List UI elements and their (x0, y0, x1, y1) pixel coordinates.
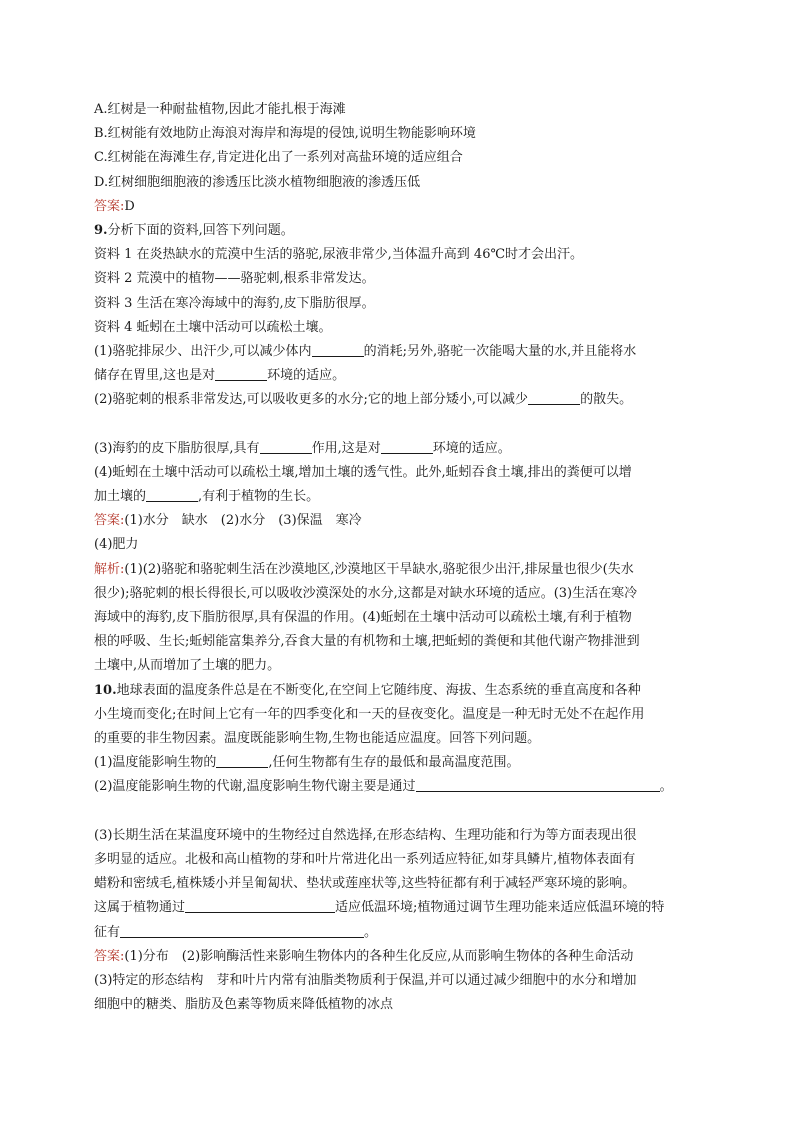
question-9-part-4: (4)蚯蚓在土壤中活动可以疏松土壤,增加土壤的透气性。此外,蚯蚓吞食土壤,排出的粪便可以增 (94, 464, 632, 480)
option-d: D.红树细胞细胞液的渗透压比淡水植物细胞液的渗透压低 (94, 174, 421, 190)
answer-label: 答案: (94, 513, 125, 529)
question-10-part-3-line-2: 多明显的适应。北极和高山植物的芽和叶片常进化出一系列适应特征,如芽具鳞片,植物体表面有 (94, 851, 636, 867)
question-9-part-2: (2)骆驼刺的根系非常发达,可以吸收更多的水分;它的地上部分矮小,可以减少 的散失。 (94, 392, 633, 408)
answer-10-line-3: 细胞中的糖类、脂肪及色素等物质来降低植物的冰点 (94, 997, 394, 1013)
answer-blank[interactable] (216, 753, 268, 768)
answer-label: 答案: (94, 948, 125, 964)
question-10-part-2: (2)温度能影响生物的代谢,温度影响生物代谢主要是通过 。 (94, 779, 673, 795)
answer-10: 答案:(1)分布 (2)影响酶活性来影响生物体内的各种生化反应,从而影响生物体的各种生命活动 (94, 948, 634, 964)
explanation-9-line-3: 海域中的海豹,皮下脂肪很厚,具有保温的作用。(4)蚯蚓在土壤中活动可以疏松土壤,有利于植物 (94, 610, 632, 626)
answer-blank[interactable] (416, 777, 660, 792)
question-number: 10. (94, 682, 117, 698)
explanation-9-line-5: 土壤中,从而增加了土壤的肥力。 (94, 658, 281, 674)
spacer (94, 413, 714, 437)
answer-value: D (124, 198, 135, 214)
question-9-part-1: (1)骆驼排尿少、出汗少,可以减少体内 的消耗;另外,骆驼一次能喝大量的水,并且能将水 (94, 344, 637, 360)
answer-blank[interactable] (215, 366, 267, 381)
question-9-stem: 9.分析下面的资料,回答下列问题。 (94, 223, 294, 239)
answer-blank[interactable] (528, 390, 580, 405)
explanation-9-line-4: 根的呼吸、生长;蚯蚓能富集养分,吞食大量的有机物和土壤,把蚯蚓的粪便和其他代谢产物排泄到 (94, 634, 640, 650)
answer-8 (94, 195, 714, 219)
question-9-part-3: (3)海豹的皮下脂肪很厚,具有 作用,这是对 环境的适应。 (94, 440, 511, 456)
answer-label: 答案: (94, 198, 125, 214)
question-number: 9. (94, 223, 108, 239)
question-9-part-1-cont: 储存在胃里,这也是对 环境的适应。 (94, 368, 346, 384)
answer-10-line-2: (3)特定的形态结构 芽和叶片内常有油脂类物质利于保温,并可以通过减少细胞中的水分和增加 (94, 972, 637, 988)
option-a: A.红树是一种耐盐植物,因此才能扎根于海滩 (94, 102, 346, 117)
option-c: C.红树能在海滩生存,肯定进化出了一系列对高盐环境的适应组合 (94, 150, 463, 166)
question-10-part-3: (3)长期生活在某温度环境中的生物经过自然选择,在形态结构、生理功能和行为等方面表现出很 (94, 827, 637, 843)
explanation-label: 解析: (94, 561, 125, 577)
answer-blank[interactable] (260, 439, 312, 454)
answer-blank[interactable] (120, 923, 364, 938)
question-10-part-1: (1)温度能影响生物的 ,任何生物都有生存的最低和最高温度范围。 (94, 755, 520, 771)
spacer (94, 800, 714, 824)
document-page (94, 98, 714, 1017)
material-2: 资料 2 荒漠中的植物——骆驼刺,根系非常发达。 (94, 271, 375, 287)
question-10-part-3-line-4: 这属于植物通过 适应低温环境;植物通过调节生理功能来适应低温环境的特 (94, 900, 665, 916)
answer-blank[interactable] (381, 439, 433, 454)
explanation-9: 解析:(1)(2)骆驼和骆驼刺生活在沙漠地区,沙漠地区干旱缺水,骆驼很少出汗,排尿量也很少(失水 (94, 561, 634, 577)
material-4: 资料 4 蚯蚓在土壤中活动可以疏松土壤。 (94, 319, 332, 335)
material-1: 资料 1 在炎热缺水的荒漠中生活的骆驼,尿液非常少,当体温升高到 46℃时才会出汗。 (94, 247, 584, 263)
answer-blank[interactable] (185, 898, 335, 913)
question-10-stem-line-2: 小生境而变化;在时间上它有一年的四季变化和一天的昼夜变化。温度是一种无时无处不在起作用 (94, 706, 645, 722)
answer-blank[interactable] (146, 487, 198, 502)
option-b: B.红树能有效地防止海浪对海岸和海堤的侵蚀,说明生物能影响环境 (94, 126, 476, 142)
question-10-part-3-line-5: 征有 。 (94, 924, 378, 940)
material-3: 资料 3 生活在寒冷海域中的海豹,皮下脂肪很厚。 (94, 295, 375, 311)
answer-9-cont: (4)肥力 (94, 537, 139, 553)
explanation-9-line-2: 很少);骆驼刺的根长得很长,可以吸收沙漠深处的水分,这都是对缺水环境的适应。(3)生活在寒冷 (94, 585, 638, 601)
answer-blank[interactable] (312, 342, 364, 357)
question-10-part-3-line-3: 蜡粉和密绒毛,植株矮小并呈匍匐状、垫状或莲座状等,这些特征都有利于减轻严寒环境的影响。 (94, 876, 636, 892)
answer-9: 答案:(1)水分 缺水 (2)水分 (3)保温 寒冷 (94, 513, 362, 529)
question-10-stem: 10.地球表面的温度条件总是在不断变化,在空间上它随纬度、海拔、生态系统的垂直高度和各种 (94, 682, 641, 698)
question-10-stem-line-3: 的重要的非生物因素。温度既能影响生物,生物也能适应温度。回答下列问题。 (94, 731, 541, 747)
question-9-part-4-cont: 加土壤的 ,有利于植物的生长。 (94, 489, 320, 505)
